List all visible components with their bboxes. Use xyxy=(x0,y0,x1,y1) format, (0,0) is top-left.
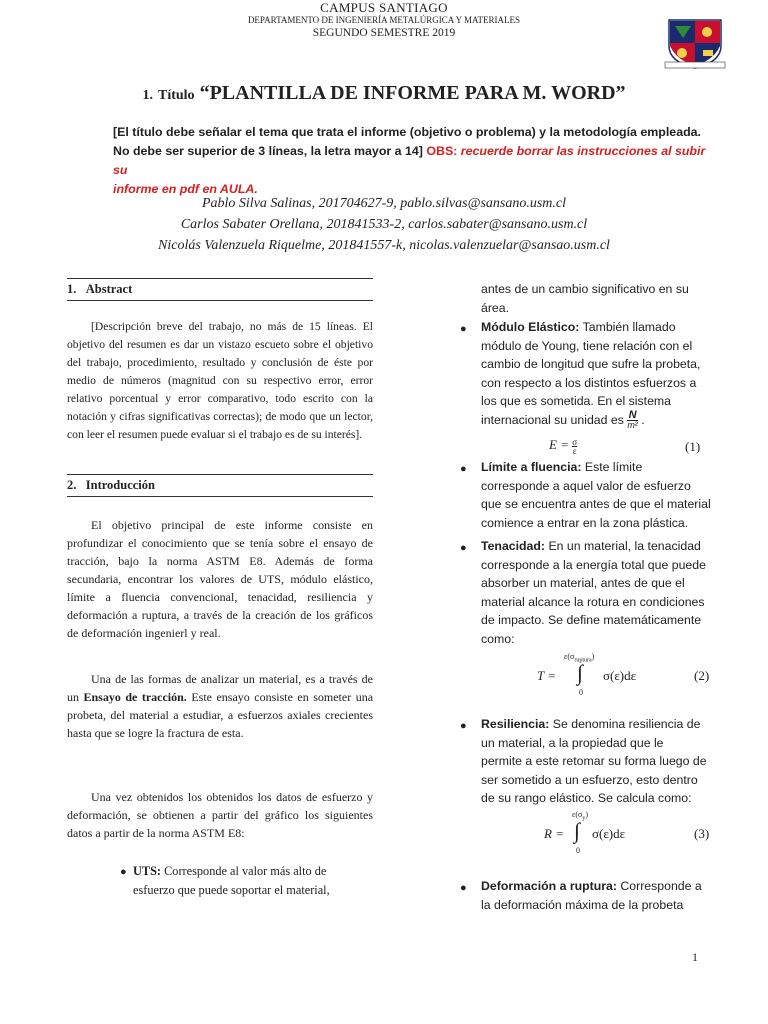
intro-paragraph-2: Una de las formas de analizar un material, es a través de un Ensayo de tracción. Este ensayo consiste en someter una probeta, del material a estudiar, a esfuerzos axiales crecientes hasta que se logre la fractura de esta. xyxy=(67,672,374,740)
author-list xyxy=(0,193,768,256)
bullet-uts: UTS: Corresponde al valor más alto de esfuerzo que puede soportar el material, xyxy=(133,864,330,897)
equation-1: E = $\frac{\sigma}{\varepsilon}$ xyxy=(549,436,578,456)
title-instructions: [El título debe señalar el tema que trata el informe (objetivo o problema) y la metodología empleada. No debe ser superior de 3 líneas, la letra mayor a 14] OBS: recuerde borrar las instrucciones al subir su informe en pdf en AULA. xyxy=(113,125,706,196)
equation-2: $\varepsilon(\sigma_{ruptura})$ T = ∫ 0 σ(ε)dε xyxy=(537,652,637,697)
author-3: Nicolás Valenzuela Riquelme, 201841557-k, nicolas.valenzuelar@sansao.usm.cl xyxy=(158,238,610,253)
section-heading-abstract: 1. Abstract xyxy=(67,272,373,302)
bullet-modulo-elastico: Módulo Elástico: También llamado módulo de Young, tiene relación con el cambio de longitud que sufre la probeta, con respecto a los distintos esfuerzos a los que es sometida. En el sistema internacional su unidad es N m² . xyxy=(481,320,701,431)
equation-2-number: (2) xyxy=(694,668,710,683)
author-1: Pablo Silva Salinas, 201704627-9, pablo.silvas@sansano.usm.cl xyxy=(201,196,567,211)
intro-paragraph-1: El objetivo principal de este informe consiste en profundizar el conocimiento que se tenía sobre el ensayo de tracción, bajo la norma ASTM E8. Además de forma secundaria, encontrar los valores de UTS, módulo elástico, límite a fluencia convencional, tenacidad, resiliencia y deformación a ruptura, a través de la creación de los gráficos de deformación ingenierl y real. xyxy=(67,518,373,640)
bullet-limite-fluencia: Límite a fluencia: Este límite corresponde a aquel valor de esfuerzo que se encuentra antes de que el material comience a entrar en la zona plástica. xyxy=(481,460,711,530)
bullet-icon: ● xyxy=(460,542,467,554)
bullet-icon: ● xyxy=(120,866,127,878)
bullet-tenacidad: Tenacidad: En un material, la tenacidad corresponde a la energía total que puede absorber un material, antes de que el material alcance la rotura en condiciones de impacto. Se define matemáticamente como: xyxy=(481,539,706,646)
bullet-icon: ● xyxy=(460,720,467,732)
section-heading-introduccion: 2. Introducción xyxy=(67,468,373,498)
equation-1-number: (1) xyxy=(685,439,701,454)
uts-continuation: antes de un cambio significativo en su área. xyxy=(481,282,689,315)
header-department: DEPARTAMENTO DE INGENIERÍA METALÚRGICA Y MATERIALES xyxy=(247,15,521,25)
author-2: Carlos Sabater Orellana, 201841533-2, carlos.sabater@sansano.usm.cl xyxy=(180,217,588,232)
header-campus: CAMPUS SANTIAGO xyxy=(320,0,448,15)
equation-3: $\varepsilon(\sigma_y)$ R = ∫ 0 σ(ε)dε xyxy=(544,810,626,855)
university-logo xyxy=(661,16,729,72)
page-number: 1 xyxy=(692,950,698,964)
equation-3-number: (3) xyxy=(694,826,710,841)
shield-icon xyxy=(661,16,729,72)
intro-paragraph-3: Una vez obtenidos los obtenidos los datos de esfuerzo y deformación, se obtienen a partir del gráfico los siguientes datos a partir de la norma ASTM E8: xyxy=(67,790,373,840)
abstract-body: [Descripción breve del trabajo, no más de 15 líneas. El objetivo del resumen es dar un vistazo escueto sobre el objetivo del trabajo, procedimiento, resultado y conclusión de éste por medio de números (magnitud con su respectivo error, error relativo porcentual y error comparativo, todo escrito con la notación y cifras significativas correctas); de modo que un lector, con leer el resumen puede evaluar si el trabajo es de su interés]. xyxy=(67,320,373,441)
document-title: 1. Título “PLANTILLA DE INFORME PARA M. WORD” xyxy=(142,82,626,104)
bullet-resiliencia: Resiliencia: Se denomina resiliencia de un material, a la propiedad que le permite a este retomar su forma luego de ser sometido a un esfuerzo, esto dentro de su rango elástico. Se calcula como: xyxy=(481,717,707,806)
bullet-deformacion-ruptura: Deformación a ruptura: Corresponde a la deformación máxima de la probeta xyxy=(481,879,702,912)
bullet-icon: ● xyxy=(460,882,467,894)
bullet-icon: ● xyxy=(460,323,467,335)
header-semester: SEGUNDO SEMESTRE 2019 xyxy=(312,27,456,39)
bullet-icon: ● xyxy=(460,463,467,475)
